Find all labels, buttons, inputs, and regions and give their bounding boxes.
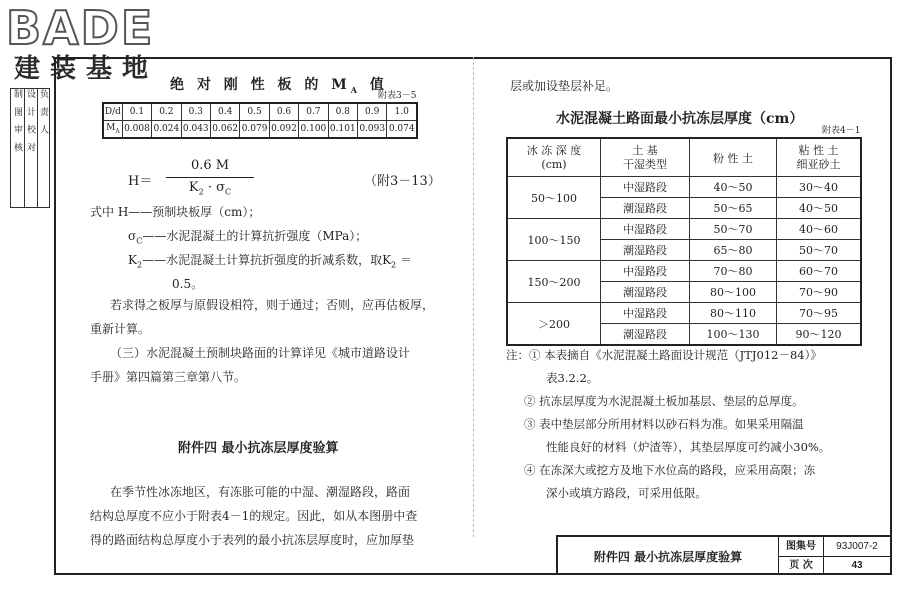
title-block-title: 附件四 最小抗冻层厚度验算	[558, 537, 779, 575]
para-precast-2: 手册》第四篇第三章第八节。	[90, 370, 247, 384]
cell-silt: 70～80	[690, 261, 777, 282]
formula-denominator: $K_2 \cdot \sigma_C$	[188, 180, 232, 197]
continued-line: 层或加设垫层补足。	[510, 79, 619, 93]
def-k2: $K_2——$水泥混凝土计算抗折强度的折减系数，取$K_2$ ＝	[128, 253, 412, 270]
table-cell: 0.062	[210, 121, 239, 139]
section-title: 附件四 最小抗冻层厚度验算	[178, 441, 339, 456]
table-cell: 0.079	[240, 121, 269, 139]
strip-col-2: 设 计 校 对	[24, 89, 38, 207]
cell-type: 中湿路段	[601, 261, 690, 282]
table-cell: 0.092	[269, 121, 298, 139]
fraction-line	[166, 177, 254, 178]
table-row	[507, 177, 861, 198]
table-cell: 0.2	[152, 103, 181, 121]
table-cell: 0.024	[152, 121, 181, 139]
table-row	[103, 103, 417, 121]
note-3: ③ 表中垫层部分所用材料以砂石料为准。如果采用隔温	[524, 417, 804, 431]
frost-table	[506, 137, 862, 346]
table-cell: 0.4	[210, 103, 239, 121]
cell-type: 中湿路段	[601, 219, 690, 240]
table-cell: D/d	[103, 103, 122, 121]
atlas-label: 图集号	[779, 537, 824, 557]
cell-clay: 70～95	[777, 303, 862, 324]
ma-table	[102, 102, 418, 139]
cell-silt: 50～65	[690, 198, 777, 219]
note-4-cont: 深小或填方路段，可采用低限。	[546, 486, 707, 500]
table-cell: $M_A$	[103, 121, 122, 139]
cell-type: 中湿路段	[601, 303, 690, 324]
table-cell: 0.8	[328, 103, 357, 121]
para-frost-2: 结构总厚度不应小于附表4－1的规定。因此，如从本图册中查	[90, 509, 418, 523]
ma-table-title: 绝 对 刚 性 板 的 $M_A$ 值	[170, 77, 388, 95]
table-cell: 0.7	[299, 103, 328, 121]
page-label: 页 次	[779, 557, 824, 575]
cell-clay: 90～120	[777, 324, 862, 346]
page-number: 43	[851, 560, 863, 571]
table-row	[103, 121, 417, 139]
strip-col-3: 负 责 人	[38, 89, 48, 137]
cell-clay: 60～70	[777, 261, 862, 282]
cell-clay: 40～60	[777, 219, 862, 240]
table-cell: 0.074	[387, 121, 417, 139]
cell-silt: 80～110	[690, 303, 777, 324]
para-frost-3: 得的路面结构总厚度小于表列的最小抗冻层厚度时，应加厚垫	[90, 533, 415, 547]
cell-silt: 50～70	[690, 219, 777, 240]
cell-depth: 50～100	[507, 177, 601, 219]
table-row	[507, 261, 861, 282]
cell-depth: ＞200	[507, 303, 601, 346]
table-cell: 0.101	[328, 121, 357, 139]
table-cell: 0.043	[181, 121, 210, 139]
para-frost-1: 在季节性冰冻地区，有冻胀可能的中湿、潮湿路段，路面	[110, 485, 411, 499]
note-1: 注：① 本表摘自《水泥混凝土路面设计规范（JTJ012－84）》	[506, 348, 822, 362]
cell-clay: 70～90	[777, 282, 862, 303]
note-4: ④ 在冻深大或挖方及地下水位高的路段，应采用高限；冻	[524, 463, 816, 477]
def-k2-value: 0.5。	[172, 277, 204, 291]
note-3-cont: 性能良好的材料（炉渣等），其垫层厚度可约减小30%。	[546, 440, 831, 454]
cell-depth: 100～150	[507, 219, 601, 261]
ma-table-ref: 附表3－5	[378, 91, 417, 101]
table-cell: 0.1	[122, 103, 151, 121]
note-1-cont: 表3.2.2。	[546, 371, 599, 385]
cell-type: 潮湿路段	[601, 324, 690, 346]
cell-clay: 40～50	[777, 198, 862, 219]
cell-silt: 80～100	[690, 282, 777, 303]
cell-silt: 65～80	[690, 240, 777, 261]
header-freeze-depth: 冰 冻 深 度 (cm)	[507, 138, 601, 177]
formula-lhs: H＝	[128, 174, 153, 189]
frost-table-ref: 附表4－1	[822, 126, 861, 136]
cell-silt: 100～130	[690, 324, 777, 346]
cell-clay: 50～70	[777, 240, 862, 261]
table-row	[507, 303, 861, 324]
title-block	[556, 535, 892, 575]
formula-3-13	[128, 158, 448, 198]
table-cell: 0.6	[269, 103, 298, 121]
logo-text-en: BADE	[6, 1, 155, 55]
header-clay: 粘 性 土 细亚砂土	[777, 138, 862, 177]
table-cell: 0.100	[299, 121, 328, 139]
formula-ref: （附3－13）	[364, 174, 441, 189]
cell-type: 潮湿路段	[601, 198, 690, 219]
header-silt: 粉 性 土	[690, 138, 777, 177]
cell-silt: 40～50	[690, 177, 777, 198]
cell-type: 中湿路段	[601, 177, 690, 198]
table-cell: 0.5	[240, 103, 269, 121]
frost-table-title: 水泥混凝土路面最小抗冻层厚度（cm）	[556, 111, 804, 127]
strip-col-1: 制 图 审 核	[11, 89, 25, 207]
header-soil-type: 土 基 干湿类型	[601, 138, 690, 177]
table-cell: 0.093	[358, 121, 387, 139]
table-cell: 1.0	[387, 103, 417, 121]
para-recheck-1: 若求得之板厚与原假设相符，则于通过；否则，应再估板厚，	[110, 298, 435, 312]
formula-numerator: 0.6 M	[190, 158, 230, 173]
cell-clay: 30～40	[777, 177, 862, 198]
table-header-row	[507, 138, 861, 177]
def-h: 式中 H——预制块板厚（cm）；	[90, 205, 261, 219]
cell-type: 潮湿路段	[601, 282, 690, 303]
atlas-number: 93J007-2	[824, 537, 890, 557]
table-cell: 0.9	[358, 103, 387, 121]
table-cell: 0.3	[181, 103, 210, 121]
cell-depth: 150～200	[507, 261, 601, 303]
para-recheck-2: 重新计算。	[90, 322, 151, 336]
para-precast-1: （三）水泥混凝土预制块路面的计算详见《城市道路设计	[110, 346, 411, 360]
signature-strip	[10, 88, 50, 208]
logo-text-cn: 建装基地	[14, 54, 159, 84]
def-sigma: $\sigma_C——$水泥混凝土的计算抗折强度（MPa）；	[128, 229, 368, 246]
cell-type: 潮湿路段	[601, 240, 690, 261]
column-divider	[473, 57, 475, 537]
table-cell: 0.008	[122, 121, 151, 139]
table-row	[507, 219, 861, 240]
note-2: ② 抗冻层厚度为水泥混凝土板加基层、垫层的总厚度。	[524, 394, 804, 408]
